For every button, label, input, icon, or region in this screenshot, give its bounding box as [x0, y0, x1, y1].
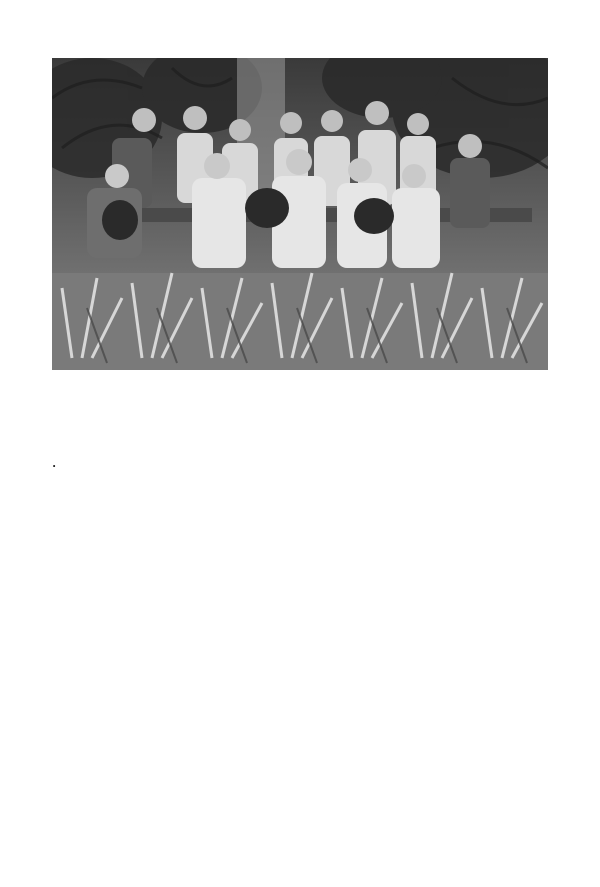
paragraph-line: . [52, 452, 57, 471]
photo-gorky-monkey-nursery [52, 58, 548, 370]
